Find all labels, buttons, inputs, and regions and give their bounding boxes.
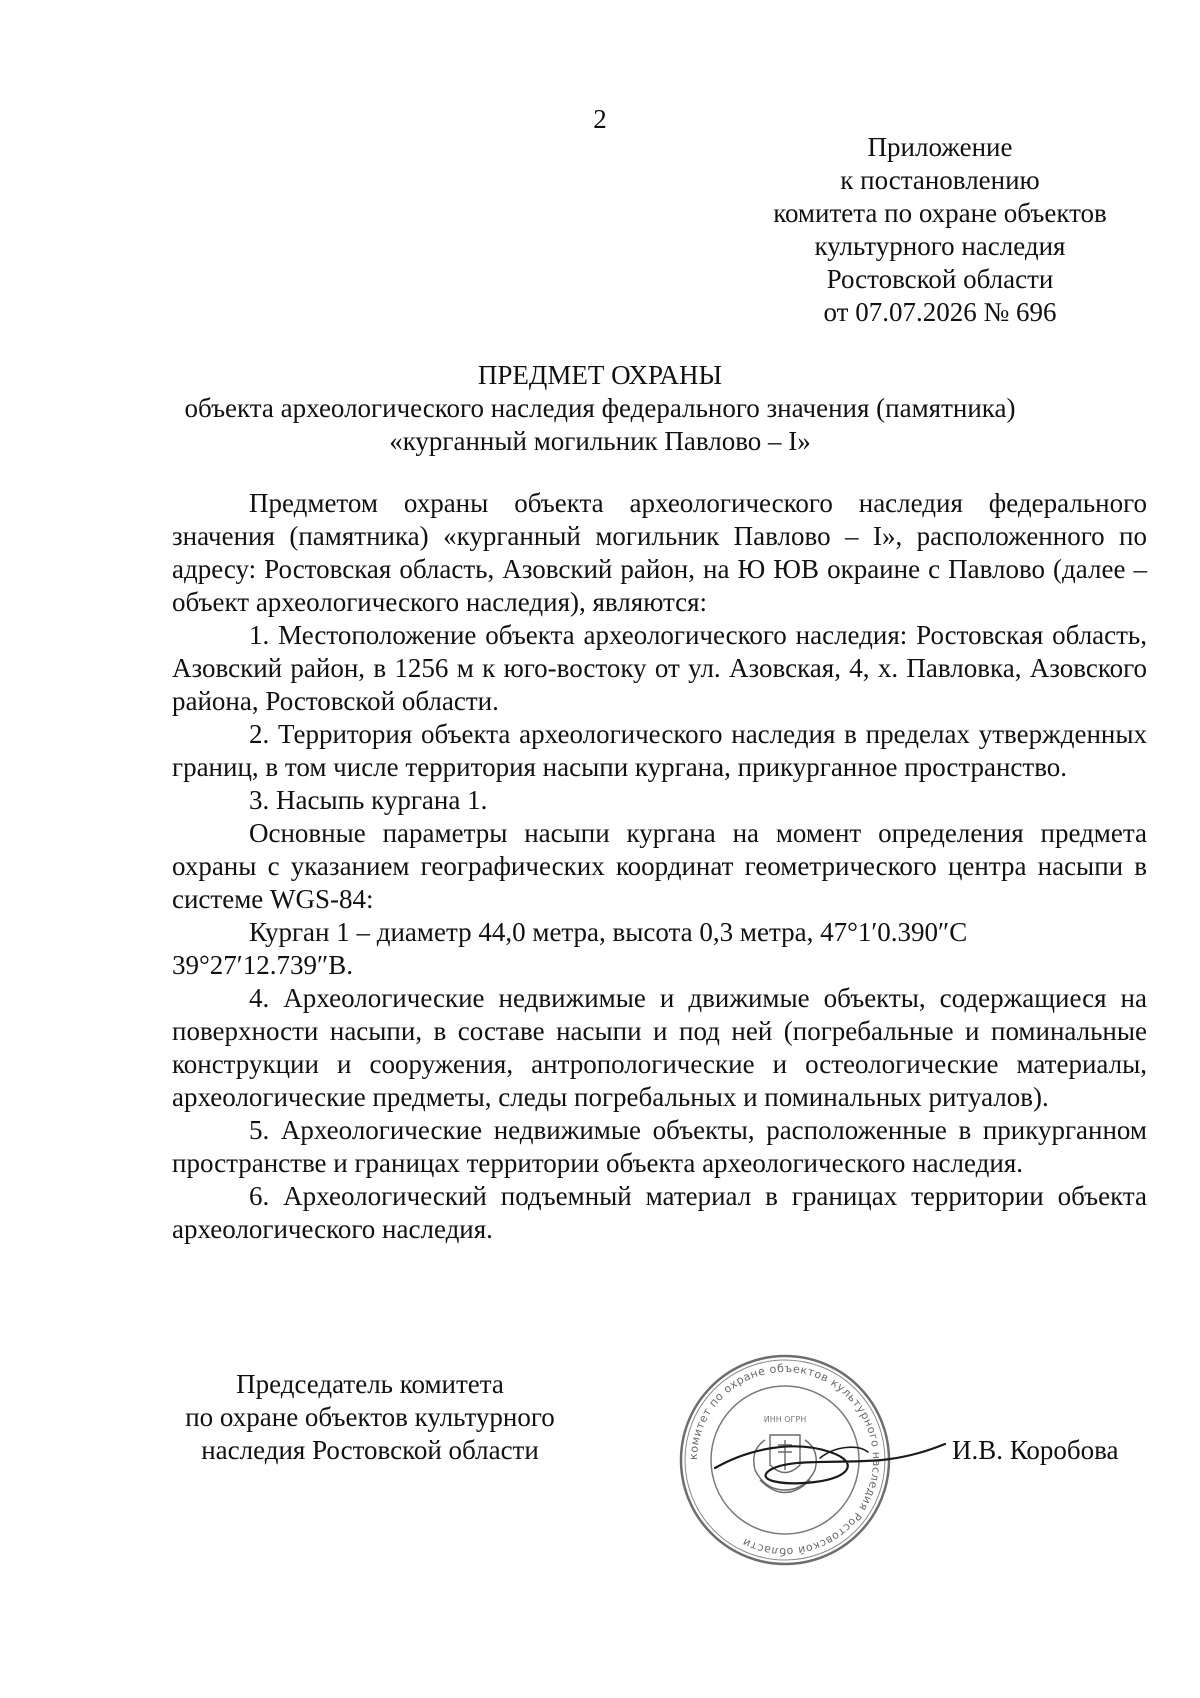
appendix-line: Приложение xyxy=(867,132,1013,162)
signatory-name: И.В. Коробова xyxy=(952,1435,1119,1465)
title-heading: ПРЕДМЕТ ОХРАНЫ xyxy=(477,360,723,390)
document-title xyxy=(160,359,1040,458)
signatory-position-line: наследия Ростовской области xyxy=(201,1435,539,1465)
appendix-line: к постановлению xyxy=(840,165,1040,195)
item-surface-material: 6. Археологический подъемный материал в границах территории объекта археологического наследия. xyxy=(172,1181,1147,1244)
signatory-position xyxy=(160,1368,580,1467)
stamp-outer-text: комитет по охране объектов культурного наследия Ростовской области xyxy=(686,1361,884,1559)
item-immovable-objects: 5. Археологические недвижимые объекты, расположенные в прикурганном пространстве и границах территории объекта археологического наследия. xyxy=(172,1115,1147,1178)
appendix-line: комитета по охране объектов xyxy=(773,198,1107,228)
handwritten-signature xyxy=(715,1444,945,1483)
item-archaeological-objects: 4. Археологические недвижимые и движимые объекты, содержащиеся на поверхности насыпи, в составе насыпи и под ней (погребальные и поминальные конструкции и сооружения, антропологические и остеологические материалы, археологические предметы, следы погребальных и поминальных ритуалов). xyxy=(172,983,1147,1112)
signatory-position-line: по охране объектов культурного xyxy=(185,1402,555,1432)
appendix-line: Ростовской области xyxy=(826,264,1054,294)
appendix-line: культурного наследия xyxy=(814,231,1066,261)
intro-paragraph: Предметом охраны объекта археологического наследия федерального значения (памятника) «курганный могильник Павлово – I», расположенного по адресу: Ростовская область, Азовский район, на Ю ЮВ окраине с Павлово (далее – объект археологического наследия), являются: xyxy=(172,488,1147,617)
official-seal-stamp xyxy=(620,1340,950,1580)
item-mound: 3. Насыпь кургана 1. xyxy=(249,785,488,815)
title-subheading: объекта археологического наследия федерального значения (памятника) xyxy=(184,393,1016,423)
signatory-position-line: Председатель комитета xyxy=(236,1369,504,1399)
item-territory: 2. Территория объекта археологического наследия в пределах утвержденных границ, в том числе территория насыпи кургана, прикурганное пространство. xyxy=(172,719,1147,782)
page-number: 2 xyxy=(593,104,607,134)
stamp-inner-text: ИНН ОГРН xyxy=(763,1415,807,1424)
appendix-line: от 07.07.2026 № 696 xyxy=(823,297,1057,327)
title-object-name: «курганный могильник Павлово – I» xyxy=(389,426,811,456)
document-body xyxy=(172,487,1147,1246)
appendix-header xyxy=(740,131,1140,329)
mound-parameters-paragraph: Основные параметры насыпи кургана на момент определения предмета охраны с указанием географических координат геометрического центра насыпи в системе WGS-84: xyxy=(172,818,1147,914)
item-location: 1. Местоположение объекта археологического наследия: Ростовская область, Азовский район, в 1256 м к юго-востоку от ул. Азовская, 4, х. Павловка, Азовского района, Ростовской области. xyxy=(172,620,1147,716)
mound-coordinates: Курган 1 – диаметр 44,0 метра, высота 0,3 метра, 47°1′0.390″С 39°27′12.739″В. xyxy=(172,917,968,980)
